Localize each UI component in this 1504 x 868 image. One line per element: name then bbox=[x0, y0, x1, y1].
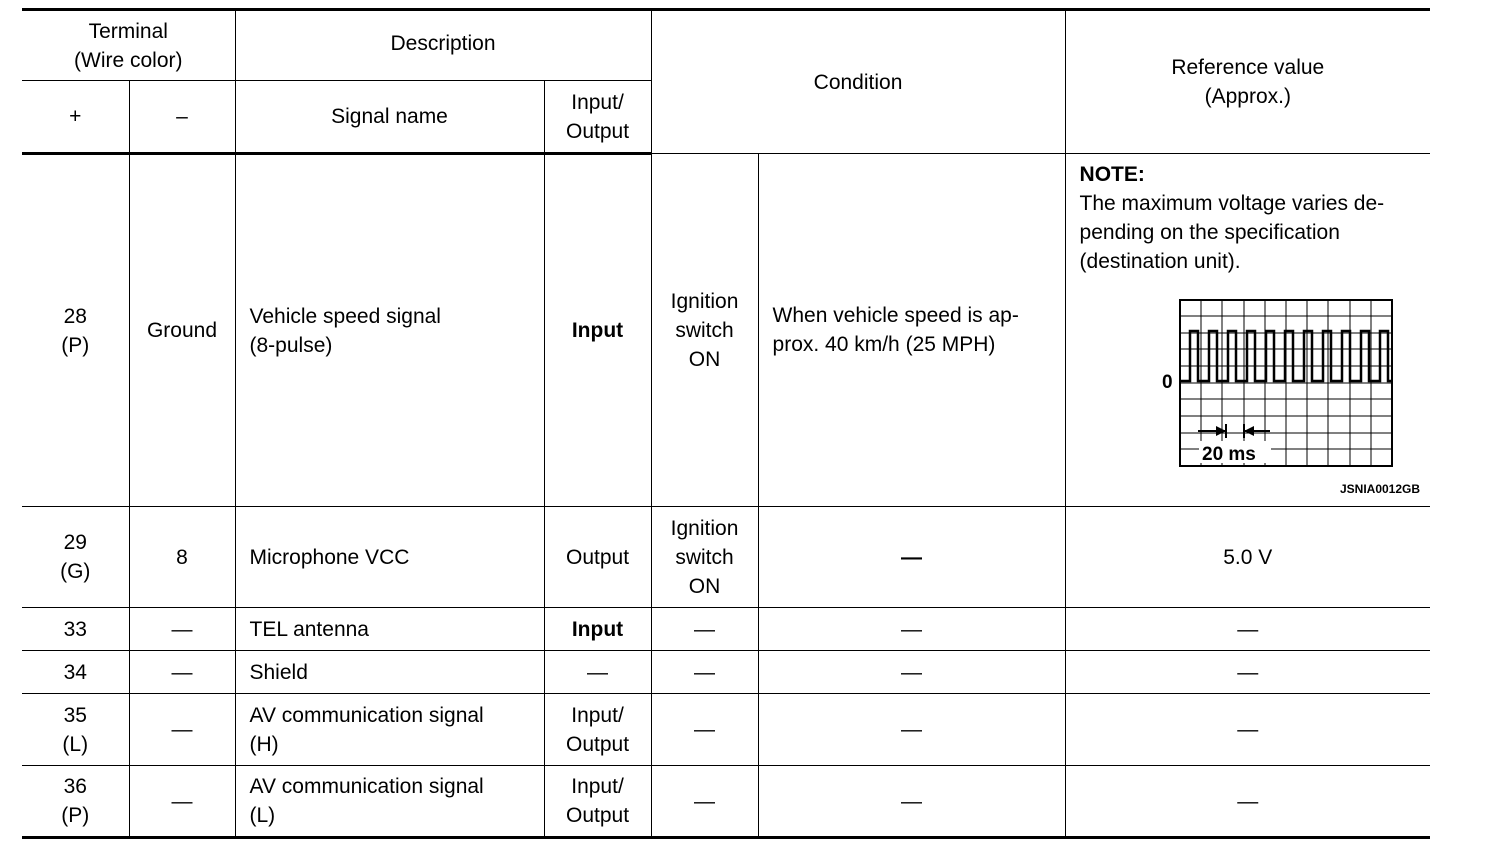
header-reference: Reference value (Approx.) bbox=[1065, 10, 1430, 154]
cell-condition-detail: — bbox=[758, 608, 1065, 651]
waveform-zero-label: 0 bbox=[1161, 372, 1173, 393]
oscilloscope-waveform bbox=[1120, 298, 1410, 478]
cell-minus: Ground bbox=[129, 154, 235, 507]
cell-condition-switch: — bbox=[651, 694, 758, 766]
cell-condition-detail: — bbox=[758, 507, 1065, 608]
cell-condition-detail: — bbox=[758, 694, 1065, 766]
table-row bbox=[22, 507, 1430, 608]
cell-condition-switch: Ignition switch ON bbox=[651, 154, 758, 507]
cell-condition-detail: — bbox=[758, 651, 1065, 694]
cell-reference-value: — bbox=[1065, 694, 1430, 766]
cell-minus: 8 bbox=[129, 507, 235, 608]
cell-input-output: Input/ Output bbox=[544, 766, 651, 838]
table-row bbox=[22, 608, 1430, 651]
cell-condition-switch: Ignition switch ON bbox=[651, 507, 758, 608]
cell-input-output: Output bbox=[544, 507, 651, 608]
cell-minus: — bbox=[129, 608, 235, 651]
cell-reference-value: — bbox=[1065, 651, 1430, 694]
cell-condition-detail: — bbox=[758, 766, 1065, 838]
cell-signal-name: AV communication signal (H) bbox=[235, 694, 544, 766]
cell-plus: 35 (L) bbox=[22, 694, 129, 766]
cell-input-output: Input/ Output bbox=[544, 694, 651, 766]
cell-signal-name: Shield bbox=[235, 651, 544, 694]
header-signal-name: Signal name bbox=[235, 81, 544, 154]
cell-plus: 33 bbox=[22, 608, 129, 651]
cell-reference-value: 5.0 V bbox=[1065, 507, 1430, 608]
header-minus: – bbox=[129, 81, 235, 154]
cell-plus: 36 (P) bbox=[22, 766, 129, 838]
cell-minus: — bbox=[129, 651, 235, 694]
cell-condition-switch: — bbox=[651, 766, 758, 838]
cell-plus: 28 (P) bbox=[22, 154, 129, 507]
header-description: Description bbox=[235, 10, 651, 81]
cell-input-output: Input bbox=[544, 608, 651, 651]
header-input-output: Input/ Output bbox=[544, 81, 651, 154]
cell-input-output: Input bbox=[544, 154, 651, 507]
terminal-spec-table bbox=[22, 8, 1430, 839]
cell-signal-name: TEL antenna bbox=[235, 608, 544, 651]
cell-signal-name: Vehicle speed signal (8-pulse) bbox=[235, 154, 544, 507]
table-row bbox=[22, 154, 1430, 507]
header-terminal: Terminal (Wire color) bbox=[22, 10, 235, 81]
header-condition: Condition bbox=[651, 10, 1065, 154]
cell-reference-value: — bbox=[1065, 608, 1430, 651]
cell-reference-note: NOTE: The maximum voltage varies de- pending on the specification (destination unit). 0 20 ms JSNIA0012GB bbox=[1065, 154, 1430, 507]
table-row bbox=[22, 766, 1430, 838]
cell-input-output: — bbox=[544, 651, 651, 694]
waveform-period-label: 20 ms bbox=[1201, 444, 1256, 465]
cell-condition-switch: — bbox=[651, 651, 758, 694]
cell-plus: 29 (G) bbox=[22, 507, 129, 608]
header-plus: + bbox=[22, 81, 129, 154]
cell-condition-detail: When vehicle speed is ap- prox. 40 km/h (25 MPH) bbox=[758, 154, 1065, 507]
cell-condition-switch: — bbox=[651, 608, 758, 651]
cell-reference-value: — bbox=[1065, 766, 1430, 838]
cell-minus: — bbox=[129, 766, 235, 838]
cell-plus: 34 bbox=[22, 651, 129, 694]
cell-signal-name: Microphone VCC bbox=[235, 507, 544, 608]
table-row bbox=[22, 651, 1430, 694]
table-row bbox=[22, 694, 1430, 766]
note-title: NOTE: bbox=[1079, 163, 1145, 186]
figure-id: JSNIA0012GB bbox=[1339, 482, 1421, 496]
cell-minus: — bbox=[129, 694, 235, 766]
cell-signal-name: AV communication signal (L) bbox=[235, 766, 544, 838]
